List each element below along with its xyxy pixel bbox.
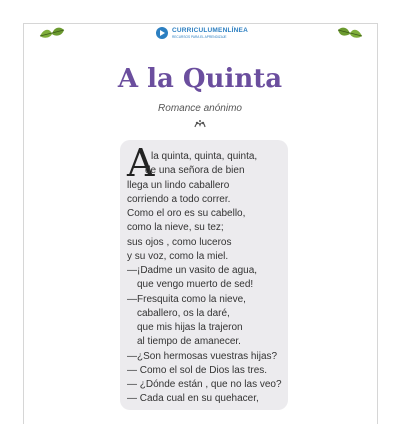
poem-line: — ¿Dónde están , que no las veo?	[127, 379, 282, 390]
poem-line: — Cada cual en su quehacer,	[127, 393, 259, 405]
page-subtitle: Romance anónimo	[158, 103, 242, 114]
play-icon	[156, 27, 168, 39]
leaf-ornament-icon	[38, 24, 66, 44]
logo-main-text: CURRICULUMENLÍNEA	[172, 27, 248, 34]
poem-line: y su voz, como la miel.	[127, 250, 229, 262]
logo	[156, 23, 256, 43]
poem-text	[127, 150, 287, 407]
poem-line: —¡Dadme un vasito de agua,	[127, 265, 258, 276]
poem-line: caballero, os la daré,	[137, 307, 230, 319]
poem-line: al tiempo de amanecer.	[137, 336, 241, 348]
poem-line: que vengo muerto de sed!	[137, 279, 254, 291]
poem-line: la quinta, quinta, quinta,	[151, 151, 258, 162]
page-title: A la Quinta	[117, 64, 283, 94]
poem-line: — Como el sol de Dios las tres.	[127, 364, 268, 376]
logo-sub-text: RECURSOS PARA EL APRENDIZAJE	[172, 35, 227, 39]
poem-line: que mis hijas la trajeron	[137, 322, 243, 333]
poem-line: —¿Son hermosas vuestras hijas?	[127, 350, 278, 362]
flourish-icon	[193, 119, 207, 129]
leaf-ornament-icon	[336, 24, 364, 44]
poem-line: corriendo a todo correr.	[127, 193, 231, 205]
poem-line: como la nieve, su tez;	[127, 222, 224, 234]
poem-line: llega un lindo caballero	[127, 179, 230, 191]
poem-line: Como el oro es su cabello,	[127, 208, 246, 219]
poem-dropcap: A	[127, 141, 155, 185]
poem-line: sus ojos , como luceros	[127, 236, 232, 248]
poem-line: de una señora de bien	[145, 165, 245, 177]
poem-line: —Fresquita como la nieve,	[127, 293, 246, 305]
